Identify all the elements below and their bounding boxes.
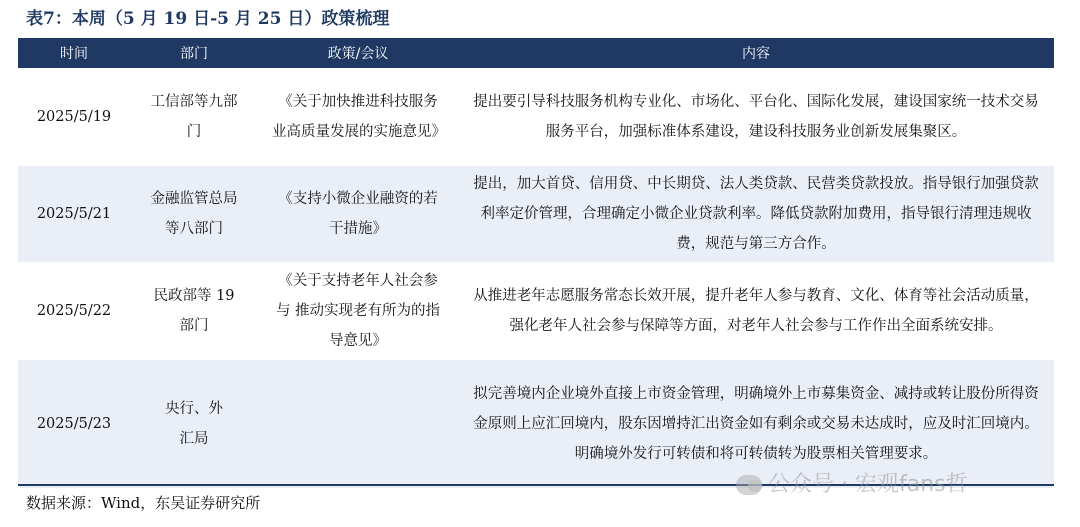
cell-policy bbox=[258, 360, 458, 489]
cell-content: 提出，加大首贷、信用贷、中长期贷、法人类贷款、民营类贷款投放。指导银行加强贷款利率定价管理，合理确定小微企业贷款利率。降低贷款附加费用，指导银行清理违规收费，规范与第三方合作。 bbox=[458, 166, 1054, 263]
table-title: 表7：本周（5 月 19 日-5 月 25 日）政策梳理 bbox=[26, 9, 390, 29]
cell-department: 工信部等九部门 bbox=[130, 69, 258, 166]
cell-content: 提出要引导科技服务机构专业化、市场化、平台化、国际化发展，建设国家统一技术交易服务平台，加强标准体系建设，建设科技服务业创新发展集聚区。 bbox=[458, 69, 1054, 166]
cell-department: 民政部等 19 部门 bbox=[130, 263, 258, 360]
cell-content: 拟完善境内企业境外直接上市资金管理，明确境外上市募集资金、减持或转让股份所得资金原则上应汇回境内，股东因增持汇出资金如有剩余或交易未达成时，应及时汇回境内。明确境外发行可转债和将可转债转为股票相关管理要求。 bbox=[458, 360, 1054, 489]
policy-table bbox=[18, 38, 1054, 489]
policy-table-container bbox=[18, 38, 1054, 489]
watermark bbox=[736, 470, 968, 500]
cell-policy: 《关于支持老年人社会参与 推动实现老有所为的指导意见》 bbox=[258, 263, 458, 360]
watermark-text: 公众号 · 宏观fans哲 bbox=[768, 472, 968, 497]
table-row bbox=[18, 166, 1054, 263]
cell-policy: 《关于加快推进科技服务业高质量发展的实施意见》 bbox=[258, 69, 458, 166]
cell-date: 2025/5/22 bbox=[18, 263, 130, 360]
cell-content: 从推进老年志愿服务常态长效开展，提升老年人参与教育、文化、体育等社会活动质量，强化老年人社会参与保障等方面，对老年人社会参与工作作出全面系统安排。 bbox=[458, 263, 1054, 360]
table-row bbox=[18, 69, 1054, 166]
table-header-row bbox=[18, 38, 1054, 69]
cell-department: 央行、外汇局 bbox=[130, 360, 258, 489]
header-department: 部门 bbox=[130, 38, 258, 69]
wechat-icon bbox=[736, 475, 762, 495]
cell-date: 2025/5/21 bbox=[18, 166, 130, 263]
cell-policy: 《支持小微企业融资的若干措施》 bbox=[258, 166, 458, 263]
data-source-note: 数据来源：Wind，东吴证券研究所 bbox=[26, 494, 261, 512]
header-content: 内容 bbox=[458, 38, 1054, 69]
cell-department: 金融监管总局等八部门 bbox=[130, 166, 258, 263]
cell-date: 2025/5/23 bbox=[18, 360, 130, 489]
cell-date: 2025/5/19 bbox=[18, 69, 130, 166]
header-policy: 政策/会议 bbox=[258, 38, 458, 69]
table-row bbox=[18, 263, 1054, 360]
header-date: 时间 bbox=[18, 38, 130, 69]
